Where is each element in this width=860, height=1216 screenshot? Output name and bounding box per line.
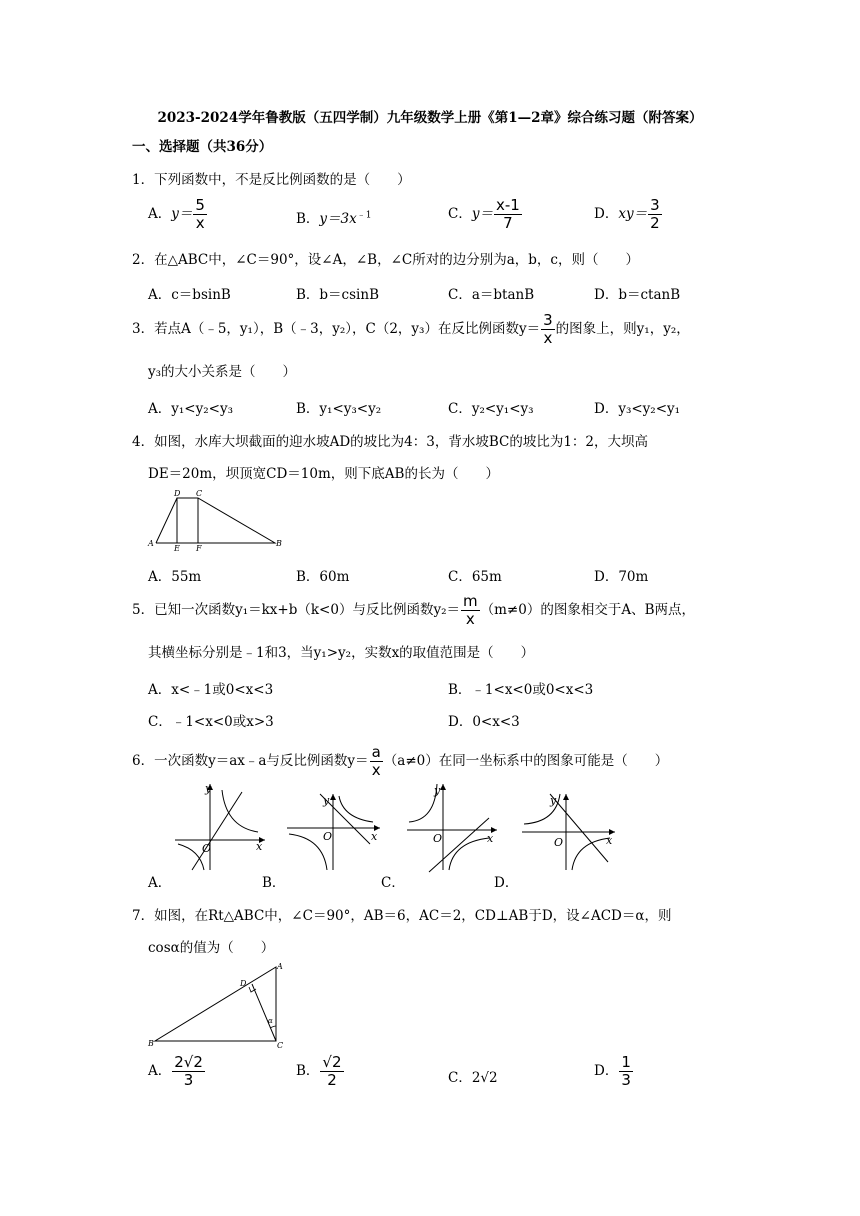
- fig4-label-c: C: [196, 489, 203, 498]
- fig7-label-d: D: [240, 979, 247, 988]
- fig7-label-alpha: α: [268, 1017, 273, 1025]
- q7-option-d: D． $\frac{1}{3}$: [594, 1053, 631, 1089]
- fig4-label-f: F: [196, 544, 202, 553]
- fig4-label-e: E: [174, 544, 180, 553]
- section-heading: 一、选择题（共36分）: [132, 139, 273, 155]
- q6-option-d: D．: [494, 875, 519, 891]
- q1-option-b: B．$y=3x^{﹣1}$: [296, 210, 372, 227]
- question-6-stem: 6．一次函数y＝ax﹣a与反比例函数y＝ $\frac{a}{x}$ （a≠0）在同一坐标系中的图象可能是（ ）: [132, 743, 669, 779]
- q2-option-a: A．c＝bsinB: [148, 287, 231, 303]
- graph-b-x-label: x: [371, 830, 378, 843]
- question-3-stem-cont: y₃的大小关系是（ ）: [148, 364, 297, 380]
- graph-d-origin-label: O: [554, 836, 564, 849]
- question-3-stem: 3．若点A（﹣5，y₁），B（﹣3，y₂），C（2，y₃）在反比例函数y＝ $\frac{3}{x}$ 的图象上，则y₁，y₂，: [132, 311, 690, 347]
- graph-c-origin-label: O: [433, 832, 443, 845]
- question-4-stem-cont: DE＝20m，坝顶宽CD＝10m，则下底AB的长为（ ）: [148, 466, 499, 482]
- q1-option-c: C．y＝ $\frac{x-1}{7}$: [448, 196, 520, 232]
- q4-option-b: B．60m: [296, 569, 350, 585]
- fig7-label-c: C: [277, 1041, 284, 1050]
- graph-a-x-label: x: [256, 840, 263, 853]
- graph-option-b: [285, 790, 385, 872]
- q3-option-c: C．y₂<y₁<y₃: [448, 401, 534, 417]
- q5-option-c: C．﹣1<x<0或x>3: [148, 714, 274, 730]
- dam-cross-section-figure: [148, 486, 288, 552]
- question-4-stem: 4．如图，水库大坝截面的迎水坡AD的坡比为4：3，背水坡BC的坡比为1：2，大坝高: [132, 434, 649, 450]
- fig4-label-a: A: [148, 539, 154, 548]
- graph-b-y-label: y: [323, 794, 330, 807]
- question-1-stem: 1．下列函数中，不是反比例函数的是（ ）: [132, 172, 411, 188]
- q5-option-b: B．﹣1<x<0或0<x<3: [448, 682, 594, 698]
- right-triangle-figure: [148, 960, 293, 1050]
- q6-option-b: B．: [262, 875, 286, 891]
- q5-option-a: A．x<﹣1或0<x<3: [148, 682, 274, 698]
- graph-b-origin-label: O: [323, 830, 333, 843]
- q2-option-d: D．b＝ctanB: [594, 287, 681, 303]
- graph-option-d: [520, 790, 620, 872]
- graph-c-x-label: x: [487, 832, 494, 845]
- graph-d-y-label: y: [550, 794, 557, 807]
- q4-option-a: A．55m: [148, 569, 202, 585]
- q3-option-b: B．y₁<y₃<y₂: [296, 401, 382, 417]
- graph-option-c: [405, 782, 505, 872]
- document-title: 2023-2024学年鲁教版（五四学制）九年级数学上册《第1—2章》综合练习题（附答案）: [157, 110, 703, 126]
- q4-option-d: D．70m: [594, 569, 649, 585]
- question-5-stem-cont: 其横坐标分别是﹣1和3，当y₁>y₂，实数x的取值范围是（ ）: [148, 645, 535, 661]
- graph-c-y-label: y: [434, 784, 441, 797]
- fig4-label-b: B: [276, 539, 282, 548]
- graph-a-origin-label: O: [202, 842, 212, 855]
- graph-d-x-label: x: [606, 834, 613, 847]
- q2-option-c: C．a＝btanB: [448, 287, 535, 303]
- fig4-label-d: D: [174, 489, 181, 498]
- q6-option-a: A．: [148, 875, 172, 891]
- fig7-label-b: B: [148, 1039, 154, 1048]
- q1-option-d: D．xy＝ $\frac{3}{2}$: [594, 196, 660, 232]
- q4-option-c: C．65m: [448, 569, 502, 585]
- question-7-stem-cont: cosα的值为（ ）: [148, 940, 275, 956]
- q1-option-a: A．y＝ $\frac{5}{x}$: [148, 196, 205, 232]
- question-2-stem: 2．在△ABC中，∠C＝90°，设∠A，∠B，∠C所对的边分别为a，b，c，则（ ）: [132, 252, 639, 268]
- q2-option-b: B．b＝csinB: [296, 287, 379, 303]
- graph-a-y-label: y: [205, 782, 212, 795]
- q6-option-c: C．: [381, 875, 405, 891]
- q7-option-c: C．2√2: [448, 1070, 498, 1086]
- q7-option-b: B． $\frac{√2}{2}$: [296, 1053, 342, 1089]
- q7-option-a: A． $\frac{2√2}{3}$: [148, 1053, 203, 1089]
- question-7-stem: 7．如图，在Rt△ABC中，∠C＝90°，AB＝6，AC＝2，CD⊥AB于D，设∠ACD＝α，则: [132, 908, 672, 924]
- question-5-stem: 5．已知一次函数y₁＝kx+b（k<0）与反比例函数y₂＝ $\frac{m}{x}$ （m≠0）的图象相交于A、B两点，: [132, 592, 695, 628]
- graph-option-a: [170, 782, 270, 872]
- fig7-label-a: A: [277, 962, 283, 971]
- q3-option-a: A．y₁<y₂<y₃: [148, 401, 233, 417]
- q5-option-d: D．0<x<3: [448, 714, 520, 730]
- q3-option-d: D．y₃<y₂<y₁: [594, 401, 681, 417]
